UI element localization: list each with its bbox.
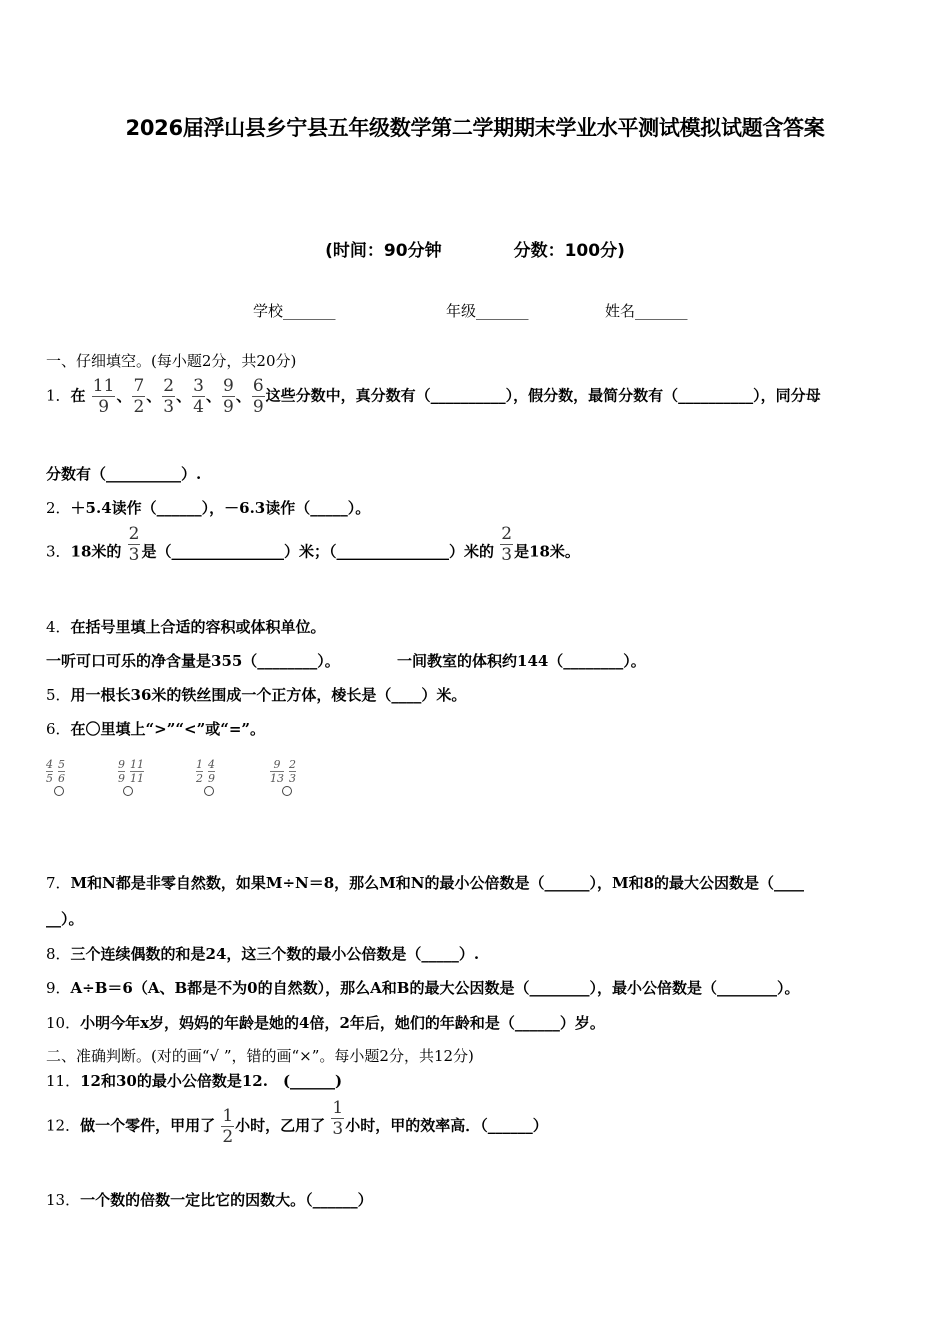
numerator: 7	[133, 376, 145, 396]
fraction	[118, 758, 125, 785]
denominator: 9	[252, 397, 264, 417]
numerator: 2	[128, 524, 140, 544]
denominator: 6	[58, 772, 65, 785]
question-number: 3．	[46, 542, 71, 561]
denominator: 3	[128, 545, 140, 565]
question-text: 在〇里填上“>”“<”或“=”。	[70, 720, 266, 738]
compare-circle[interactable]	[282, 786, 292, 796]
question-2	[46, 497, 370, 518]
numerator: 4	[208, 758, 215, 771]
comparison-pair	[46, 758, 70, 785]
numerator: 6	[252, 376, 264, 396]
question-text: 用一根长36米的铁丝围成一个正方体，棱长是（____）米。	[70, 686, 467, 704]
question-12	[46, 1098, 548, 1147]
denominator: 2	[222, 1127, 234, 1147]
denominator: 13	[270, 772, 284, 785]
numerator: 1	[332, 1098, 344, 1118]
denominator: 2	[196, 772, 203, 785]
compare-circle[interactable]	[54, 786, 64, 796]
question-7	[46, 872, 804, 893]
question-4-line-2a: 一听可口可乐的净含量是355（________）。	[46, 652, 340, 670]
question-1-line-2: 分数有（__________）.	[46, 465, 202, 483]
q12-part-b: 小时，乙用了	[235, 1116, 326, 1135]
question-4-line-2b: 一间教室的体积约144（________）。	[397, 652, 646, 670]
q3-part-a: 18米的	[70, 542, 122, 561]
question-number: 8．	[46, 945, 71, 963]
q3-part-b: 是（_______________）米；（_______________）米的	[141, 542, 494, 561]
fraction	[132, 376, 145, 417]
q1-fraction-list	[91, 376, 266, 417]
grade-field: 年级_______	[446, 302, 529, 320]
fraction	[221, 1106, 234, 1147]
question-number: 10．	[46, 1014, 81, 1032]
question-number: 11．	[46, 1072, 81, 1090]
numerator: 2	[501, 524, 513, 544]
page-title: 2026届浮山县乡宁县五年级数学第二学期期末学业水平测试模拟试题含答案	[125, 116, 825, 140]
numerator: 11	[92, 376, 115, 396]
fraction	[331, 1098, 344, 1139]
comparison-pair	[270, 758, 301, 785]
question-number: 12．	[46, 1116, 81, 1135]
q1-prefix: 在	[70, 386, 86, 405]
q12-part-a: 做一个零件，甲用了	[80, 1116, 216, 1135]
fraction	[128, 524, 141, 565]
denominator: 4	[193, 397, 204, 417]
section-2-heading: 二、准确判断。(对的画“√ ”，错的画“×”。每小题2分，共12分)	[46, 1047, 474, 1065]
question-11	[46, 1070, 342, 1091]
denominator: 9	[92, 396, 116, 417]
fraction	[208, 758, 215, 785]
separator: 、	[146, 386, 162, 405]
question-text: A÷B＝6（A、B都是不为0的自然数），那么A和B的最大公因数是（________），最小公倍数是（________）。	[70, 979, 800, 997]
question-4	[46, 616, 326, 637]
fraction	[130, 758, 144, 785]
fraction	[289, 758, 296, 785]
denominator: 3	[163, 397, 175, 417]
numerator: 9	[222, 376, 234, 396]
question-10	[46, 1012, 605, 1033]
denominator: 9	[222, 397, 234, 417]
fraction	[192, 376, 205, 417]
school-field: 学校_______	[253, 302, 336, 320]
section-1-heading: 一、仔细填空。(每小题2分，共20分)	[46, 352, 297, 370]
numerator: 11	[130, 758, 144, 771]
numerator: 3	[193, 376, 204, 396]
denominator: 9	[118, 772, 125, 785]
numerator: 9	[118, 758, 125, 771]
numerator: 4	[46, 758, 53, 771]
question-number: 6．	[46, 720, 71, 738]
question-number: 9．	[46, 979, 71, 997]
question-3	[46, 524, 580, 573]
time-label: (时间：90分钟	[325, 241, 442, 261]
numerator: 1	[222, 1106, 234, 1126]
denominator: 2	[133, 397, 145, 417]
name-field: 姓名_______	[605, 302, 688, 320]
question-number: 1．	[46, 386, 71, 405]
fraction	[58, 758, 65, 785]
separator: 、	[116, 386, 132, 405]
separator: 、	[235, 386, 251, 405]
question-6	[46, 718, 265, 739]
denominator: 5	[46, 772, 53, 785]
q12-part-c: 小时，甲的效率高．（______）	[345, 1116, 548, 1135]
denominator: 9	[208, 772, 215, 785]
numerator: 9	[273, 758, 281, 771]
question-text: ＋5.4读作（______），－6.3读作（_____）。	[70, 499, 371, 517]
question-number: 5．	[46, 686, 71, 704]
fraction	[222, 376, 235, 417]
numerator: 1	[196, 758, 203, 771]
question-text: 三个连续偶数的和是24，这三个数的最小公倍数是（_____）.	[70, 945, 480, 963]
question-5	[46, 684, 466, 705]
question-number: 4．	[46, 618, 71, 636]
question-1	[46, 376, 821, 417]
q3-part-c: 是18米。	[514, 542, 580, 561]
separator: 、	[176, 386, 192, 405]
fraction	[270, 758, 284, 785]
compare-circle[interactable]	[204, 786, 214, 796]
denominator: 3	[332, 1119, 344, 1139]
fraction	[162, 376, 175, 417]
exam-meta	[0, 236, 950, 261]
separator: 、	[205, 386, 221, 405]
question-text: 12和30的最小公倍数是12. (______)	[80, 1072, 343, 1090]
question-text: 在括号里填上合适的容积或体积单位。	[70, 618, 326, 636]
question-13	[46, 1189, 373, 1210]
fraction	[252, 376, 265, 417]
denominator: 11	[130, 772, 144, 785]
fraction	[46, 758, 53, 785]
question-9	[46, 977, 799, 998]
q1-text: 这些分数中，真分数有（__________），假分数，最简分数有（__________），同分母	[265, 386, 821, 405]
question-number: 13．	[46, 1191, 81, 1209]
denominator: 3	[501, 545, 513, 565]
question-number: 2．	[46, 499, 71, 517]
comparison-pair	[118, 758, 149, 785]
question-text: 小明今年x岁，妈妈的年龄是她的4倍，2年后，她们的年龄和是（______）岁。	[80, 1014, 605, 1032]
denominator: 3	[289, 772, 296, 785]
question-8	[46, 943, 479, 964]
compare-circle[interactable]	[123, 786, 133, 796]
question-text: 一个数的倍数一定比它的因数大。（______）	[80, 1191, 373, 1209]
question-7-line-2: __）。	[46, 910, 84, 928]
score-label: 分数：100分)	[513, 241, 625, 261]
question-text: M和N都是非零自然数，如果M÷N＝8，那么M和N的最小公倍数是（______），M和8的最大公因数是（____	[70, 874, 805, 892]
numerator: 5	[58, 758, 65, 771]
numerator: 2	[163, 376, 175, 396]
fraction	[92, 376, 116, 417]
numerator: 2	[289, 758, 296, 771]
question-number: 7．	[46, 874, 71, 892]
fraction	[500, 524, 513, 565]
comparison-pair	[196, 758, 220, 785]
fraction	[196, 758, 203, 785]
